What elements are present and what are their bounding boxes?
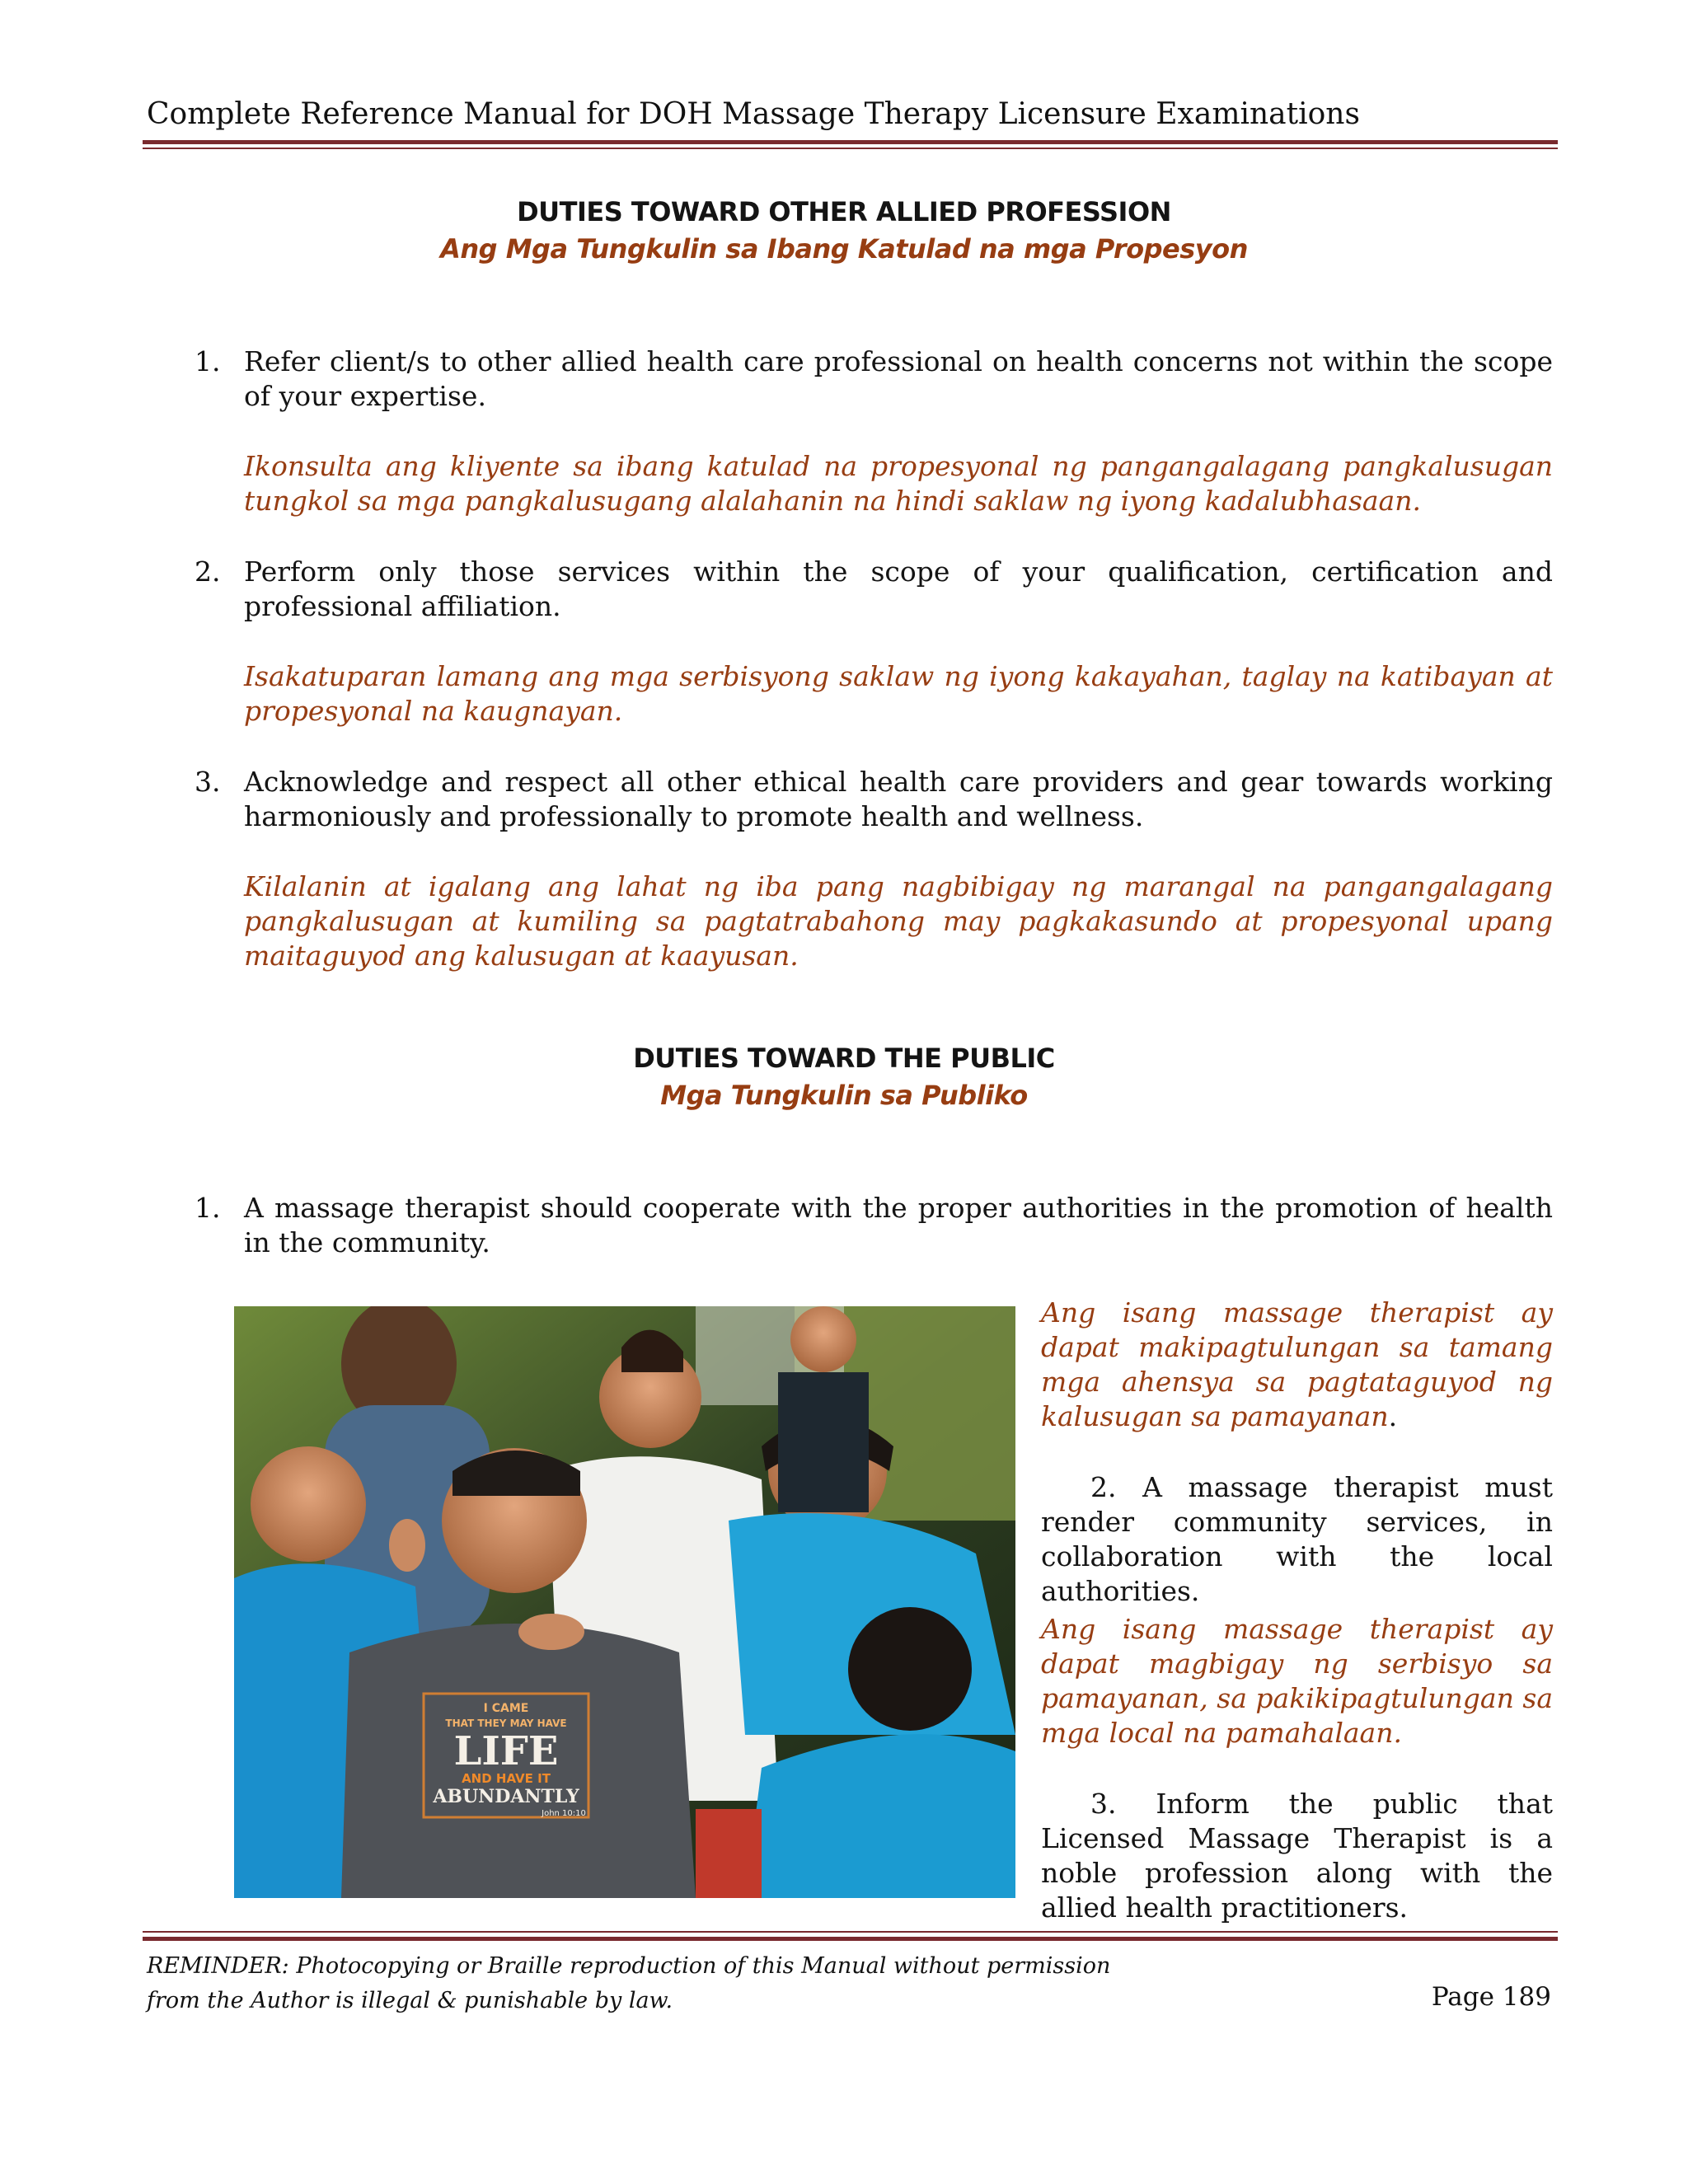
reminder-line-1: REMINDER: Photocopying or Braille reproduction of this Manual without permission [147,1953,1111,1979]
list-item-tl: Ikonsulta ang kliyente sa ibang katulad na propesyonal ng pangangalagang pangkalusugan tungkol sa mga pangkalusugang alalahanin na hindi saklaw ng iyong kadalubhasaan. [244,450,1553,517]
list-number: 1. [195,1192,221,1224]
running-header: Complete Reference Manual for DOH Massage Therapy Licensure Examinations [147,97,1360,131]
list-item-tl: Kilalanin at igalang ang lahat ng iba pang nagbibigay ng marangal na pangangalagang pangkalusugan at kumiling sa pagtatrabahong may pagkakasundo at propesyonal upang maitaguyod ang kalusugan at kaayusan. [244,870,1553,972]
header-rule-thick [143,140,1558,144]
reminder-line-2: from the Author is illegal & punishable by law. [147,1988,673,2013]
section-subtitle-public: Mga Tungkulin sa Publiko [660,1080,1028,1111]
list-number: 1. [195,345,221,377]
shirt-text: THAT THEY MAY HAVE [445,1718,567,1729]
photo-illustration [234,1306,1015,1898]
list-item-en: A massage therapist should cooperate with the proper authorities in the promotion of health in the community. [244,1192,1553,1258]
list-item-en: Refer client/s to other allied health care professional on health concerns not within the scope of your expertise. [244,345,1553,412]
public-item2-tl: Ang isang massage therapist ay dapat magbigay ng serbisyo sa pamayanan, sa pakikipagtulungan sa mga local na pamahalaan. [1041,1613,1553,1749]
shirt-text: AND HAVE IT [462,1771,551,1786]
public-item3-en: 3. Inform the public that Licensed Massage Therapist is a noble profession along with the allied health practitioners. [1041,1788,1553,1924]
list-item-en: Perform only those services within the scope of your qualification, certification and professional affiliation. [244,555,1553,622]
list-number: 3. [195,766,221,798]
page-number: Page 189 [1431,1982,1551,2012]
section-title-public: DUTIES TOWARD THE PUBLIC [633,1043,1055,1074]
header-rule-thin [143,148,1558,149]
footer-rule-thin [143,1931,1558,1933]
shirt-text: ABUNDANTLY [433,1786,579,1807]
list-item-tl: Isakatuparan lamang ang mga serbisyong saklaw ng iyong kakayahan, taglay na katibayan at propesyonal na kaugnayan. [244,660,1553,727]
public-item2-en: 2. A massage therapist must render community services, in collaboration with the local authorities. [1041,1471,1553,1607]
section-subtitle-allied: Ang Mga Tungkulin sa Ibang Katulad na mga Propesyon [440,233,1248,265]
footer-rule-thick [143,1937,1558,1941]
shirt-text: John 10:10 [542,1809,586,1818]
section-title-allied: DUTIES TOWARD OTHER ALLIED PROFESSION [517,196,1171,227]
list-item-en: Acknowledge and respect all other ethical health care providers and gear towards working harmoniously and professionally to promote health and wellness. [244,766,1553,832]
shirt-text: I CAME [483,1702,529,1715]
public-item1-tl: Ang isang massage therapist ay dapat makipagtulungan sa tamang mga ahensya sa pagtataguyod ng kalusugan sa pamayanan. [1041,1296,1553,1432]
shirt-text: LIFE [453,1728,559,1774]
list-number: 2. [195,555,221,588]
community-massage-photo [234,1306,1015,1898]
